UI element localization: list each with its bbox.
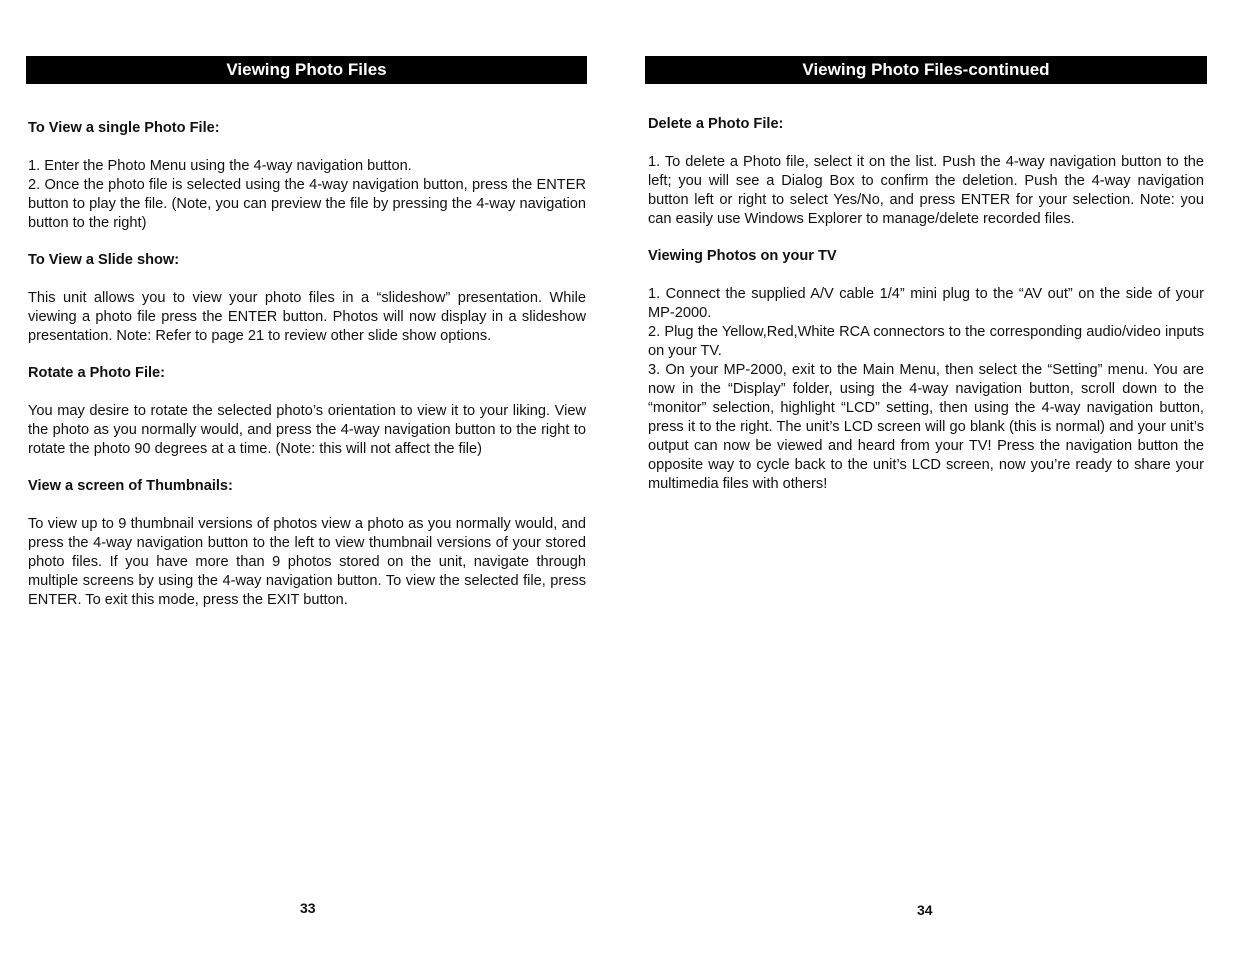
slideshow-body: This unit allows you to view your photo files in a “slideshow” presentation. While viewing a photo file press the ENTER button. Photos will now display in a slideshow presentation. Note: Refer to page 21 to review other slide show options.	[28, 289, 586, 344]
left-page	[0, 0, 617, 954]
section-heading-thumbnails: View a screen of Thumbnails:	[28, 478, 233, 494]
section-heading-rotate: Rotate a Photo File:	[28, 365, 166, 381]
tv-step-1: 1. Connect the supplied A/V cable 1/4” mini plug to the “AV out” on the side of your MP-2000.	[648, 285, 1204, 321]
right-page	[617, 0, 1235, 954]
single-photo-step-2: 2. Once the photo file is selected using the 4-way navigation button, press the ENTER button to play the file. (Note, you can preview the file by pressing the 4-way navigation button to the right)	[28, 176, 586, 231]
page-header-right: Viewing Photo Files-continued	[645, 56, 1207, 84]
thumbnails-body: To view up to 9 thumbnail versions of photos view a photo as you normally would, and press the 4-way navigation button to the left to view thumbnail versions of your stored photo files. If you have more than 9 photos stored on the unit, navigate through multiple screens by using the 4-way navigation button. To view the selected file, press ENTER. To exit this mode, press the EXIT button.	[28, 515, 586, 608]
page-header-left: Viewing Photo Files	[26, 56, 587, 84]
delete-body: 1. To delete a Photo file, select it on the list. Push the 4-way navigation button to the left; you will see a Dialog Box to confirm the deletion. Push the 4-way navigation button left or right to select Yes/No, and press ENTER for your selection. Note: you can easily use Windows Explorer to manage/delete recorded files.	[648, 153, 1204, 227]
single-photo-step-1: 1. Enter the Photo Menu using the 4-way navigation button.	[28, 157, 412, 174]
rotate-body: You may desire to rotate the selected photo’s orientation to view it to your liking. View the photo as you normally would, and press the 4-way navigation button to the right to rotate the photo 90 degrees at a time. (Note: this will not affect the file)	[28, 402, 586, 457]
left-page-content	[28, 119, 586, 610]
section-heading-slideshow: To View a Slide show:	[28, 252, 180, 268]
section-heading-delete: Delete a Photo File:	[648, 116, 784, 132]
page-number-right: 34	[917, 902, 933, 918]
section-heading-single-photo: To View a single Photo File:	[28, 120, 220, 136]
section-heading-tv: Viewing Photos on your TV	[648, 248, 837, 264]
tv-step-2: 2. Plug the Yellow,Red,White RCA connectors to the corresponding audio/video inputs on your TV.	[648, 323, 1204, 359]
tv-step-3: 3. On your MP-2000, exit to the Main Menu, then select the “Setting” menu. You are now in the “Display” folder, using the 4-way navigation button, scroll down to the “monitor” selection, highlight “LCD” setting, then using the 4-way navigation button, press it to the right. The unit’s LCD screen will go blank (this is normal) and your unit’s output can now be viewed and heard from your TV! Press the navigation button the opposite way to cycle back to the unit’s LCD screen, now you’re ready to share your multimedia files with others!	[648, 361, 1204, 492]
right-page-content	[648, 115, 1204, 494]
page-number-left: 33	[300, 900, 316, 916]
